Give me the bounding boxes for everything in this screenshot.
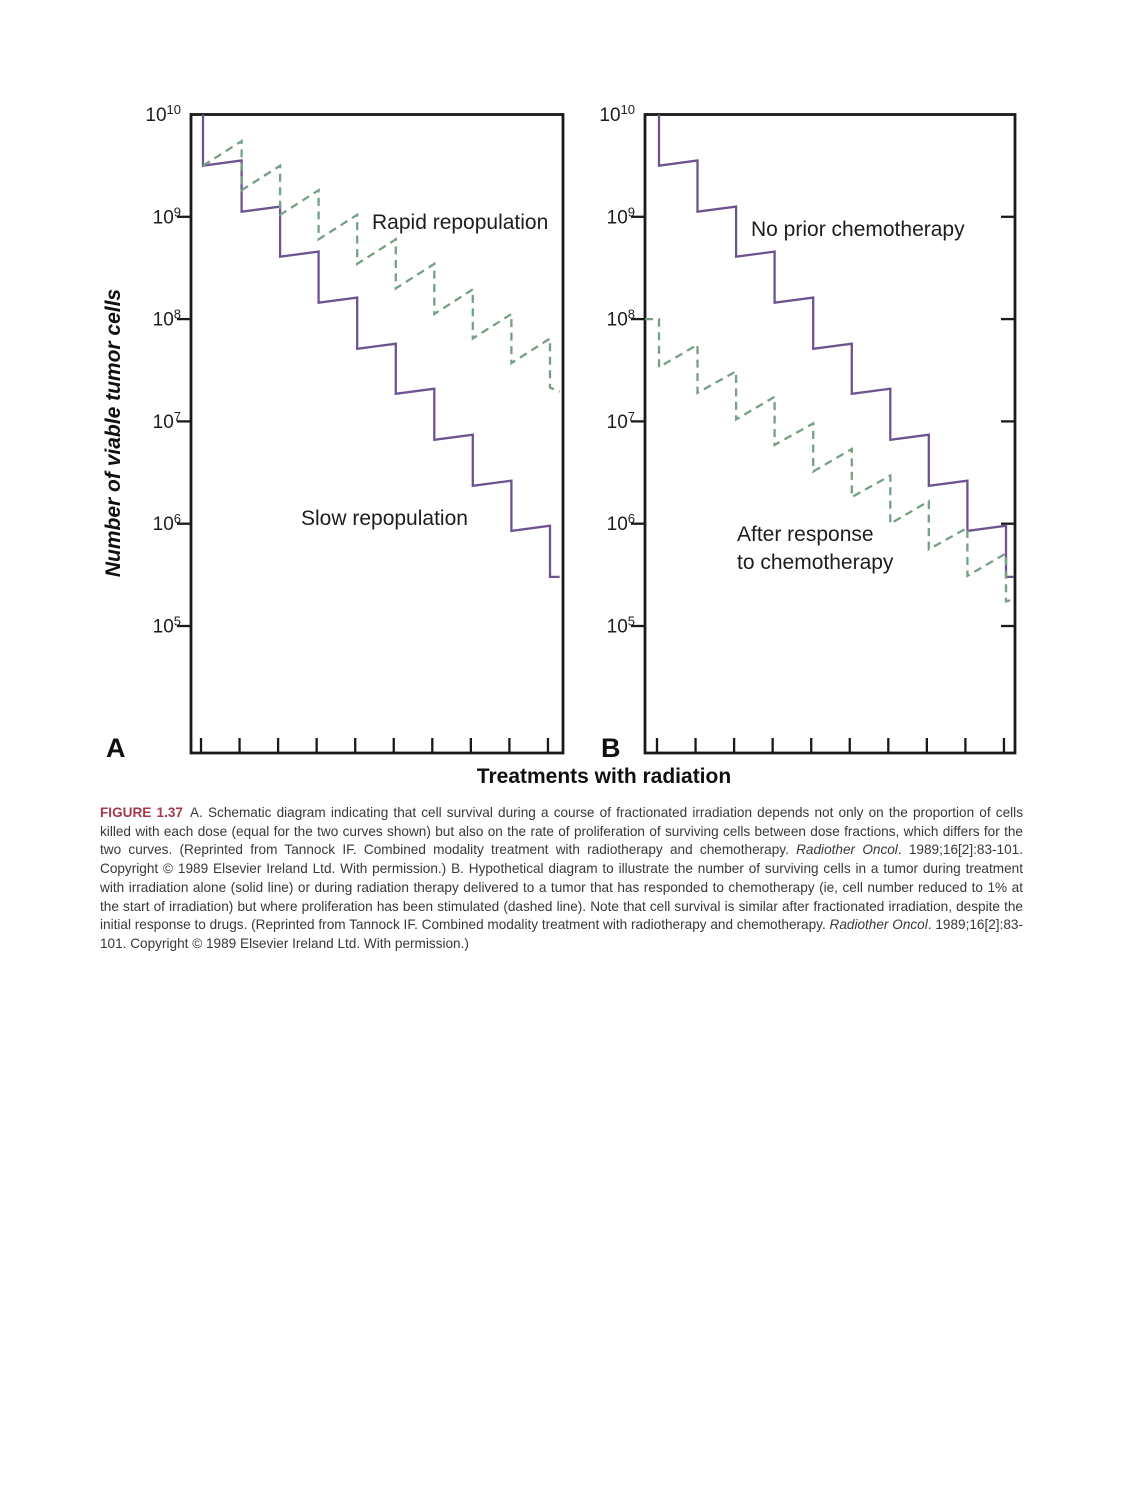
dashed-curve-A [203, 141, 560, 392]
curve-label: to chemotherapy [737, 551, 894, 574]
curve-label: No prior chemotherapy [751, 218, 965, 241]
curve-label: After response [737, 523, 874, 546]
y-tick-label: $10^9$ [152, 204, 181, 229]
x-axis-label: Treatments with radiation [476, 765, 732, 788]
figure-caption [100, 804, 1023, 954]
y-tick-label: $10^7$ [152, 408, 181, 433]
panel-letter-A: A [106, 733, 126, 763]
y-tick-label: $10^6$ [606, 511, 635, 536]
panel-A [106, 102, 563, 763]
y-tick-label: $10^8$ [606, 306, 635, 331]
caption-segment: Radiother Oncol [796, 842, 898, 858]
y-tick-label: $10^{10}$ [599, 102, 635, 126]
caption-segment: . 1989;16[2]:83-101. Copyright © 1989 Elsevier Ireland Ltd. With permission.) B. Hypothetical diagram to illustrate the number of surviving cells in a tumor during treatment with irradiation alone (solid line) or during radiation therapy delivered to a tumor that has responded to chemotherapy (ie, cell number reduced to 1% at the start of irradiation) but where proliferation has been stimulated (dashed line). Note that cell survival is similar after fractionated irradiation, despite the initial response to drugs. (Reprinted from Tannock IF. Combined modality treatment with radiotherapy and chemotherapy. [100, 842, 1024, 933]
panel-B [599, 102, 1015, 763]
figure-number-label: FIGURE 1.37 [100, 805, 183, 820]
curve-label: Rapid repopulation [372, 211, 549, 234]
solid-curve-B [659, 115, 1014, 577]
panel-letter-B: B [601, 733, 621, 763]
y-axis-label: Number of viable tumor cells [102, 288, 125, 578]
caption-segment: Radiother Oncol [829, 917, 928, 933]
caption-segment: A. Schematic diagram indicating that cell survival during a course of fractionated irradiation depends not only on the proportion of cells killed with each dose (equal for the two curves shown) but also on the rate of proliferation of surviving cells between dose fractions, which differs for the two curves. (Reprinted from Tannock IF. Combined modality treatment with radiotherapy and chemotherapy. [100, 805, 1023, 858]
y-tick-label: $10^5$ [606, 613, 635, 638]
y-tick-label: $10^9$ [606, 204, 635, 229]
y-tick-label: $10^8$ [152, 306, 181, 331]
curve-label: Slow repopulation [301, 507, 468, 530]
caption-segment: . 1989;16[2]:83-101. Copyright © 1989 Elsevier Ireland Ltd. With permission.) [100, 917, 1024, 951]
y-tick-label: $10^6$ [152, 511, 181, 536]
y-tick-label: $10^7$ [606, 408, 635, 433]
y-tick-label: $10^{10}$ [145, 102, 181, 126]
y-tick-label: $10^5$ [152, 613, 181, 638]
